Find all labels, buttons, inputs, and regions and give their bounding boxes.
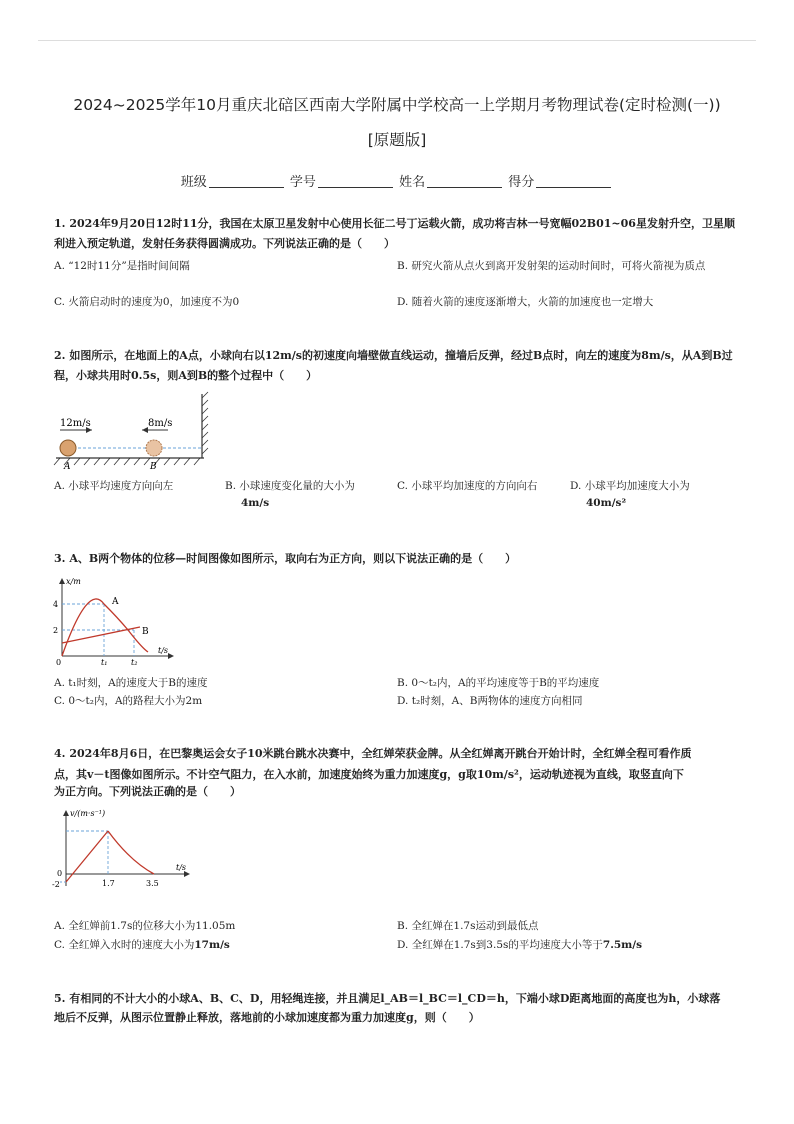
- line-b: [62, 627, 140, 643]
- q2-option-b-value: 4m/s: [241, 497, 270, 509]
- q1-option-c[interactable]: C. 火箭启动时的速度为0，加速度不为0: [54, 296, 240, 308]
- q3-xlabel: t/s: [158, 646, 169, 655]
- field-number-blank[interactable]: [318, 175, 393, 188]
- q4-origin: 0: [57, 869, 63, 878]
- vt-curve: [108, 831, 154, 874]
- q3-stem: 3. A、B两个物体的位移—时间图像如图所示，取向右为正方向，则以下说法正确的是（ ）: [54, 552, 517, 565]
- q4-option-c-text: C. 全红婵入水时的速度大小为: [54, 939, 195, 951]
- q4-tick-3-5: 3.5: [146, 879, 159, 888]
- q2-option-b[interactable]: [225, 478, 385, 512]
- q3-option-b[interactable]: B. 0～t₂内，A的平均速度等于B的平均速度: [397, 677, 600, 689]
- q3-option-c[interactable]: C. 0～t₂内，A的路程大小为2m: [54, 695, 203, 707]
- q2-option-d-text: D. 小球平均加速度大小为: [570, 480, 690, 492]
- q4-stem-line1: 4. 2024年8月6日，在巴黎奥运会女子10米跳台跳水决赛中，全红婵荣获金牌。从全红婵离开跳台开始计时，全红婵全程可看作质: [54, 747, 692, 760]
- q4-xlabel: t/s: [176, 863, 187, 872]
- q1-option-b[interactable]: B. 研究火箭从点火到离开发射架的运动时间时，可将火箭视为质点: [397, 260, 706, 272]
- q2-figure: [52, 390, 212, 472]
- q3-tick-4: 4: [53, 600, 59, 609]
- q4-option-c-value: 17m/s: [194, 939, 230, 951]
- q4-tick-neg2: -2: [52, 880, 60, 889]
- field-score-blank[interactable]: [536, 175, 611, 188]
- q2-option-a[interactable]: A. 小球平均速度方向向左: [54, 480, 174, 492]
- q2-v2-label: 8m/s: [148, 418, 173, 429]
- q3-figure: [48, 574, 178, 670]
- q4-option-d-text: D. 全红婵在1.7s到3.5s的平均速度大小等于: [397, 939, 603, 951]
- q5-stem-line1: 5. 有相同的不计大小的小球A、B、C、D，用轻绳连接，并且满足l_AB＝l_BC＝l_CD＝h，下端小球D距离地面的高度也为h，小球落: [54, 992, 721, 1005]
- q3-tick-t1: t₁: [101, 658, 108, 667]
- q3-option-a[interactable]: A. t₁时刻，A的速度大于B的速度: [54, 677, 208, 689]
- page-title: 2024~2025学年10月重庆北碚区西南大学附属中学校高一上学期月考物理试卷(定时检测(一)): [73, 96, 721, 114]
- q4-stem-line2: 点，其v－t图像如图所示。不计空气阻力，在入水前，加速度始终为重力加速度g，g取10m/s²，运动轨迹视为直线，取竖直向下: [54, 768, 684, 781]
- q4-stem-line3: 为正方向。下列说法正确的是（ ）: [54, 785, 241, 798]
- q3-option-d[interactable]: D. t₂时刻，A、B两物体的速度方向相同: [397, 695, 583, 707]
- ball-a: [60, 440, 76, 456]
- q2-v1-label: 12m/s: [60, 418, 91, 429]
- q3-tick-t2: t₂: [131, 658, 138, 667]
- top-rule: [38, 40, 756, 41]
- q3-ylabel: x/m: [66, 577, 81, 586]
- q1-option-d[interactable]: D. 随着火箭的速度逐渐增大，火箭的加速度也一定增大: [397, 296, 654, 308]
- q3-origin: 0: [56, 658, 62, 667]
- q4-ylabel: v/(m·s⁻¹): [70, 809, 106, 818]
- q4-option-c[interactable]: [54, 937, 374, 954]
- q2-option-d-value: 40m/s²: [586, 497, 627, 509]
- student-info-row: [0, 171, 794, 190]
- ball-b: [146, 440, 162, 456]
- q3-label-b: B: [142, 627, 149, 637]
- q4-option-d[interactable]: [397, 937, 742, 954]
- field-class-label: 班级: [180, 175, 207, 190]
- q2-option-c[interactable]: C. 小球平均加速度的方向向右: [397, 480, 538, 492]
- q2-stem: 2. 如图所示，在地面上的A点，小球向右以12m/s的初速度向墙壁做直线运动，撞墙后反弹，经过B点时，向左的速度为8m/s，从A到B过程，小球共用时0.5s，则A到B的整个过程中（ ）: [54, 349, 733, 382]
- q4-option-b[interactable]: B. 全红婵在1.7s运动到最低点: [397, 920, 539, 932]
- field-class-blank[interactable]: [209, 175, 284, 188]
- q1-option-a[interactable]: A. “12时11分”是指时间间隔: [54, 260, 190, 272]
- q2-point-b: B: [150, 462, 157, 472]
- q1-stem: 1. 2024年9月20日12时11分，我国在太原卫星发射中心使用长征二号丁运载火箭，成功将吉林一号宽幅02B01~06星发射升空，卫星顺利进入预定轨道，发射任务获得圆满成功。下列说法正确的是（ ）: [54, 217, 735, 250]
- field-score-label: 得分: [508, 175, 535, 190]
- field-name-blank[interactable]: [427, 175, 502, 188]
- q2-option-b-text: B. 小球速度变化量的大小为: [225, 480, 355, 492]
- q5-stem-line2: 地后不反弹，从图示位置静止释放，落地前的小球加速度都为重力加速度g，则（ ）: [54, 1011, 480, 1024]
- q2-option-d[interactable]: [570, 478, 745, 512]
- q3-tick-2: 2: [53, 626, 59, 635]
- q4-figure: [50, 806, 200, 894]
- q3-label-a: A: [112, 597, 119, 607]
- q4-tick-1-7: 1.7: [102, 879, 115, 888]
- q4-option-a[interactable]: A. 全红婵前1.7s的位移大小为11.05m: [54, 920, 236, 932]
- page-subtitle: [原题版]: [367, 131, 427, 149]
- q4-option-d-value: 7.5m/s: [602, 939, 643, 951]
- field-name-label: 姓名: [399, 175, 426, 190]
- q2-point-a: A: [64, 462, 71, 472]
- field-number-label: 学号: [289, 175, 316, 190]
